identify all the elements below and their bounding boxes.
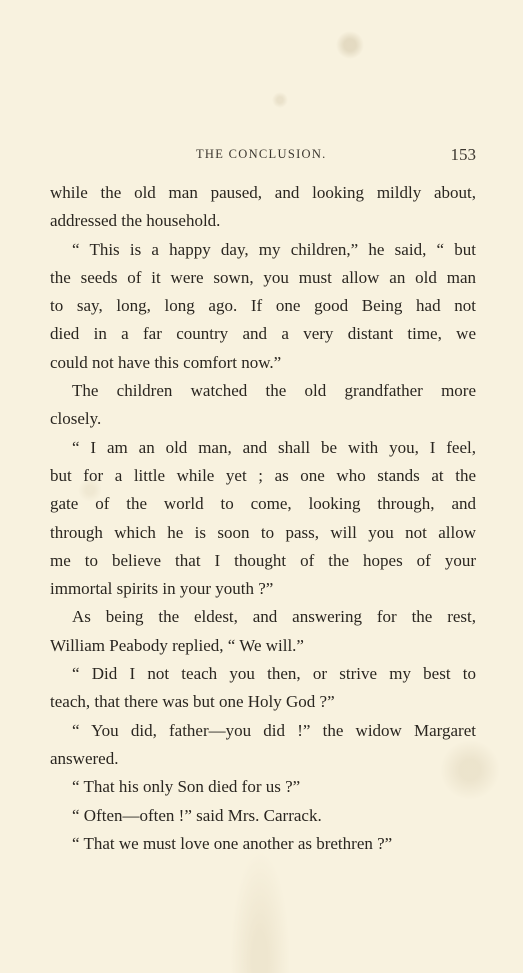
- text-line: teach, that there was but one Holy God ?”: [50, 692, 335, 712]
- text-line: gate of the world to come, looking through, and: [50, 494, 476, 514]
- text-line: while the old man paused, and looking mildly about,: [50, 183, 476, 202]
- text-line: the seeds of it were sown, you must allow an old man: [50, 267, 476, 287]
- running-head: [50, 145, 476, 165]
- text-line: closely.: [50, 409, 102, 429]
- text-line: The children watched the old grandfather more: [72, 381, 476, 401]
- text-line: could not have this comfort now.”: [50, 352, 282, 372]
- text-line: As being the eldest, and answering for the rest,: [72, 607, 476, 627]
- text-line: “ That we must love one another as brethren ?”: [72, 833, 393, 853]
- text-line: “ Did I not teach you then, or strive my best to: [72, 664, 476, 684]
- text-line: but for a little while yet ; as one who stands at the: [50, 465, 476, 485]
- text-line: “ That his only Son died for us ?”: [72, 777, 301, 797]
- text-line: answered.: [50, 748, 119, 768]
- text-line: “ I am an old man, and shall be with you, I feel,: [72, 437, 476, 457]
- running-title: THE CONCLUSION.: [196, 147, 327, 161]
- body-text: [50, 179, 476, 858]
- text-line: died in a far country and a very distant time, we: [50, 324, 476, 344]
- text-line: “ Often—often !” said Mrs. Carrack.: [72, 805, 322, 825]
- page-number: 153: [450, 145, 476, 164]
- text-line: addressed the household.: [50, 211, 221, 231]
- text-line: to say, long, long ago. If one good Being had not: [50, 296, 476, 316]
- text-line: through which he is soon to pass, will you not allow: [50, 522, 476, 542]
- text-line: immortal spirits in your youth ?”: [50, 579, 274, 599]
- text-line: “ You did, father—you did !” the widow Margaret: [72, 720, 476, 740]
- text-line: me to believe that I thought of the hopes of your: [50, 550, 476, 570]
- text-line: William Peabody replied, “ We will.”: [50, 635, 304, 655]
- text-line: “ This is a happy day, my children,” he said, “ but: [72, 239, 476, 259]
